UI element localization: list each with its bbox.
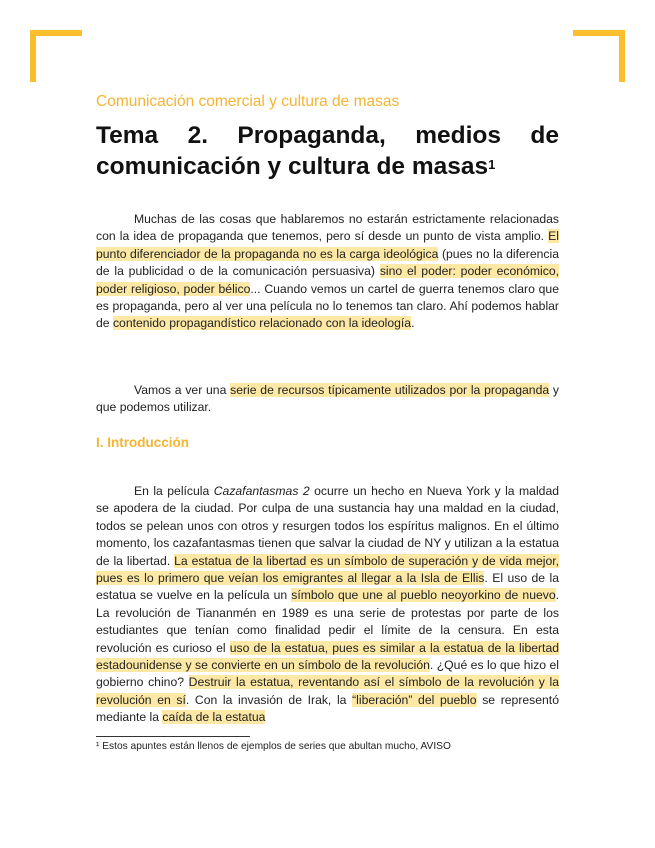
text-run: Cazafantasmas 2 — [213, 484, 310, 498]
text-run: ... Cuando vemos un cartel de guerra tenemos claro que es propaganda, pero al ver una película no lo tenemos tan claro. Ahí podemos hablar de — [96, 281, 559, 331]
text-run: (pues no la diferencia de la publicidad o de la comunicación persuasiva) — [96, 246, 560, 279]
footnote-divider — [96, 736, 250, 737]
text-run: . Con la invasión de Irak, la — [185, 692, 353, 707]
highlighted-text: sino el poder: poder económico, poder religioso, poder bélico — [96, 264, 559, 296]
corner-bracket-top-left — [30, 30, 82, 82]
title-line-1: Tema 2. Propaganda, medios de — [96, 122, 559, 149]
highlighted-text: uso de la estatua, pues es similar a la estatua de la libertad estadounidense y se convierte en un símbolo de la revolución — [96, 640, 560, 673]
text-run: En la película — [134, 484, 214, 498]
text-run: y que podemos utilizar. — [96, 383, 559, 415]
highlighted-text: símbolo que une al pueblo neoyorkino de nuevo — [291, 588, 556, 603]
highlighted-text: serie de recursos típicamente utilizados por la propaganda — [230, 383, 550, 397]
corner-bracket-top-right — [573, 30, 625, 82]
title-line-2 — [96, 151, 559, 182]
text-run: Vamos a ver una — [134, 383, 231, 397]
text-run: Muchas de las cosas que hablaremos no estarán estrictamente relacionadas con la idea de propaganda que tenemos, pero sí desde un punto de vista amplio. — [96, 212, 559, 244]
paragraph-2 — [96, 382, 559, 417]
text-run: ocurre un hecho en Nueva York y la maldad se apodera de la ciudad. Por culpa de una sustancia hay una maldad en la ciudad, todos se pelean unos con otros y resurgen todos los espíritus malignos. En el último momento, los cazafantasmas tienen que salvar la ciudad de NY y utilizan a la estatua de la libertad. — [96, 484, 559, 568]
course-subtitle: Comunicación comercial y cultura de masas — [96, 93, 400, 110]
page-title — [96, 120, 559, 182]
text-run: . El uso de la estatua se vuelve en la película un — [96, 571, 559, 603]
text-run: se representó mediante la — [96, 692, 559, 725]
highlighted-text: contenido propagandístico relacionado con la ideología — [112, 316, 412, 331]
paragraph-1 — [96, 211, 559, 333]
text-run: . La revolución de Tiananmén en 1989 es una serie de protestas por parte de los estudiantes que tenían como finalidad pedir el límite de la censura. En esta revolución es curioso el — [96, 588, 560, 655]
title-line-2-text: comunicación y cultura de masas — [96, 153, 489, 180]
paragraph-3 — [96, 483, 559, 727]
text-run: . ¿Qué es lo que hizo el gobierno chino? — [96, 658, 559, 690]
highlighted-text: “liberación” del pueblo — [352, 692, 477, 707]
highlighted-text: Destruir la estatua, reventando así el símbolo de la revolución y la revolución en sí — [96, 675, 559, 707]
text-run: . — [411, 316, 415, 331]
footnote-ref: 1 — [488, 157, 496, 172]
highlighted-text: La estatua de la libertad es un símbolo de superación y de vida mejor, pues es lo primero que veían los emigrantes al llegar a la Isla de Ellis — [96, 553, 560, 586]
section-heading: I. Introducción — [96, 435, 189, 450]
highlighted-text: caída de la estatua — [162, 710, 266, 725]
highlighted-text: El punto diferenciador de la propaganda no es la carga ideológica — [96, 229, 559, 261]
footnote: ¹ Estos apuntes están llenos de ejemplos de series que abultan mucho, AVISO — [96, 741, 451, 752]
